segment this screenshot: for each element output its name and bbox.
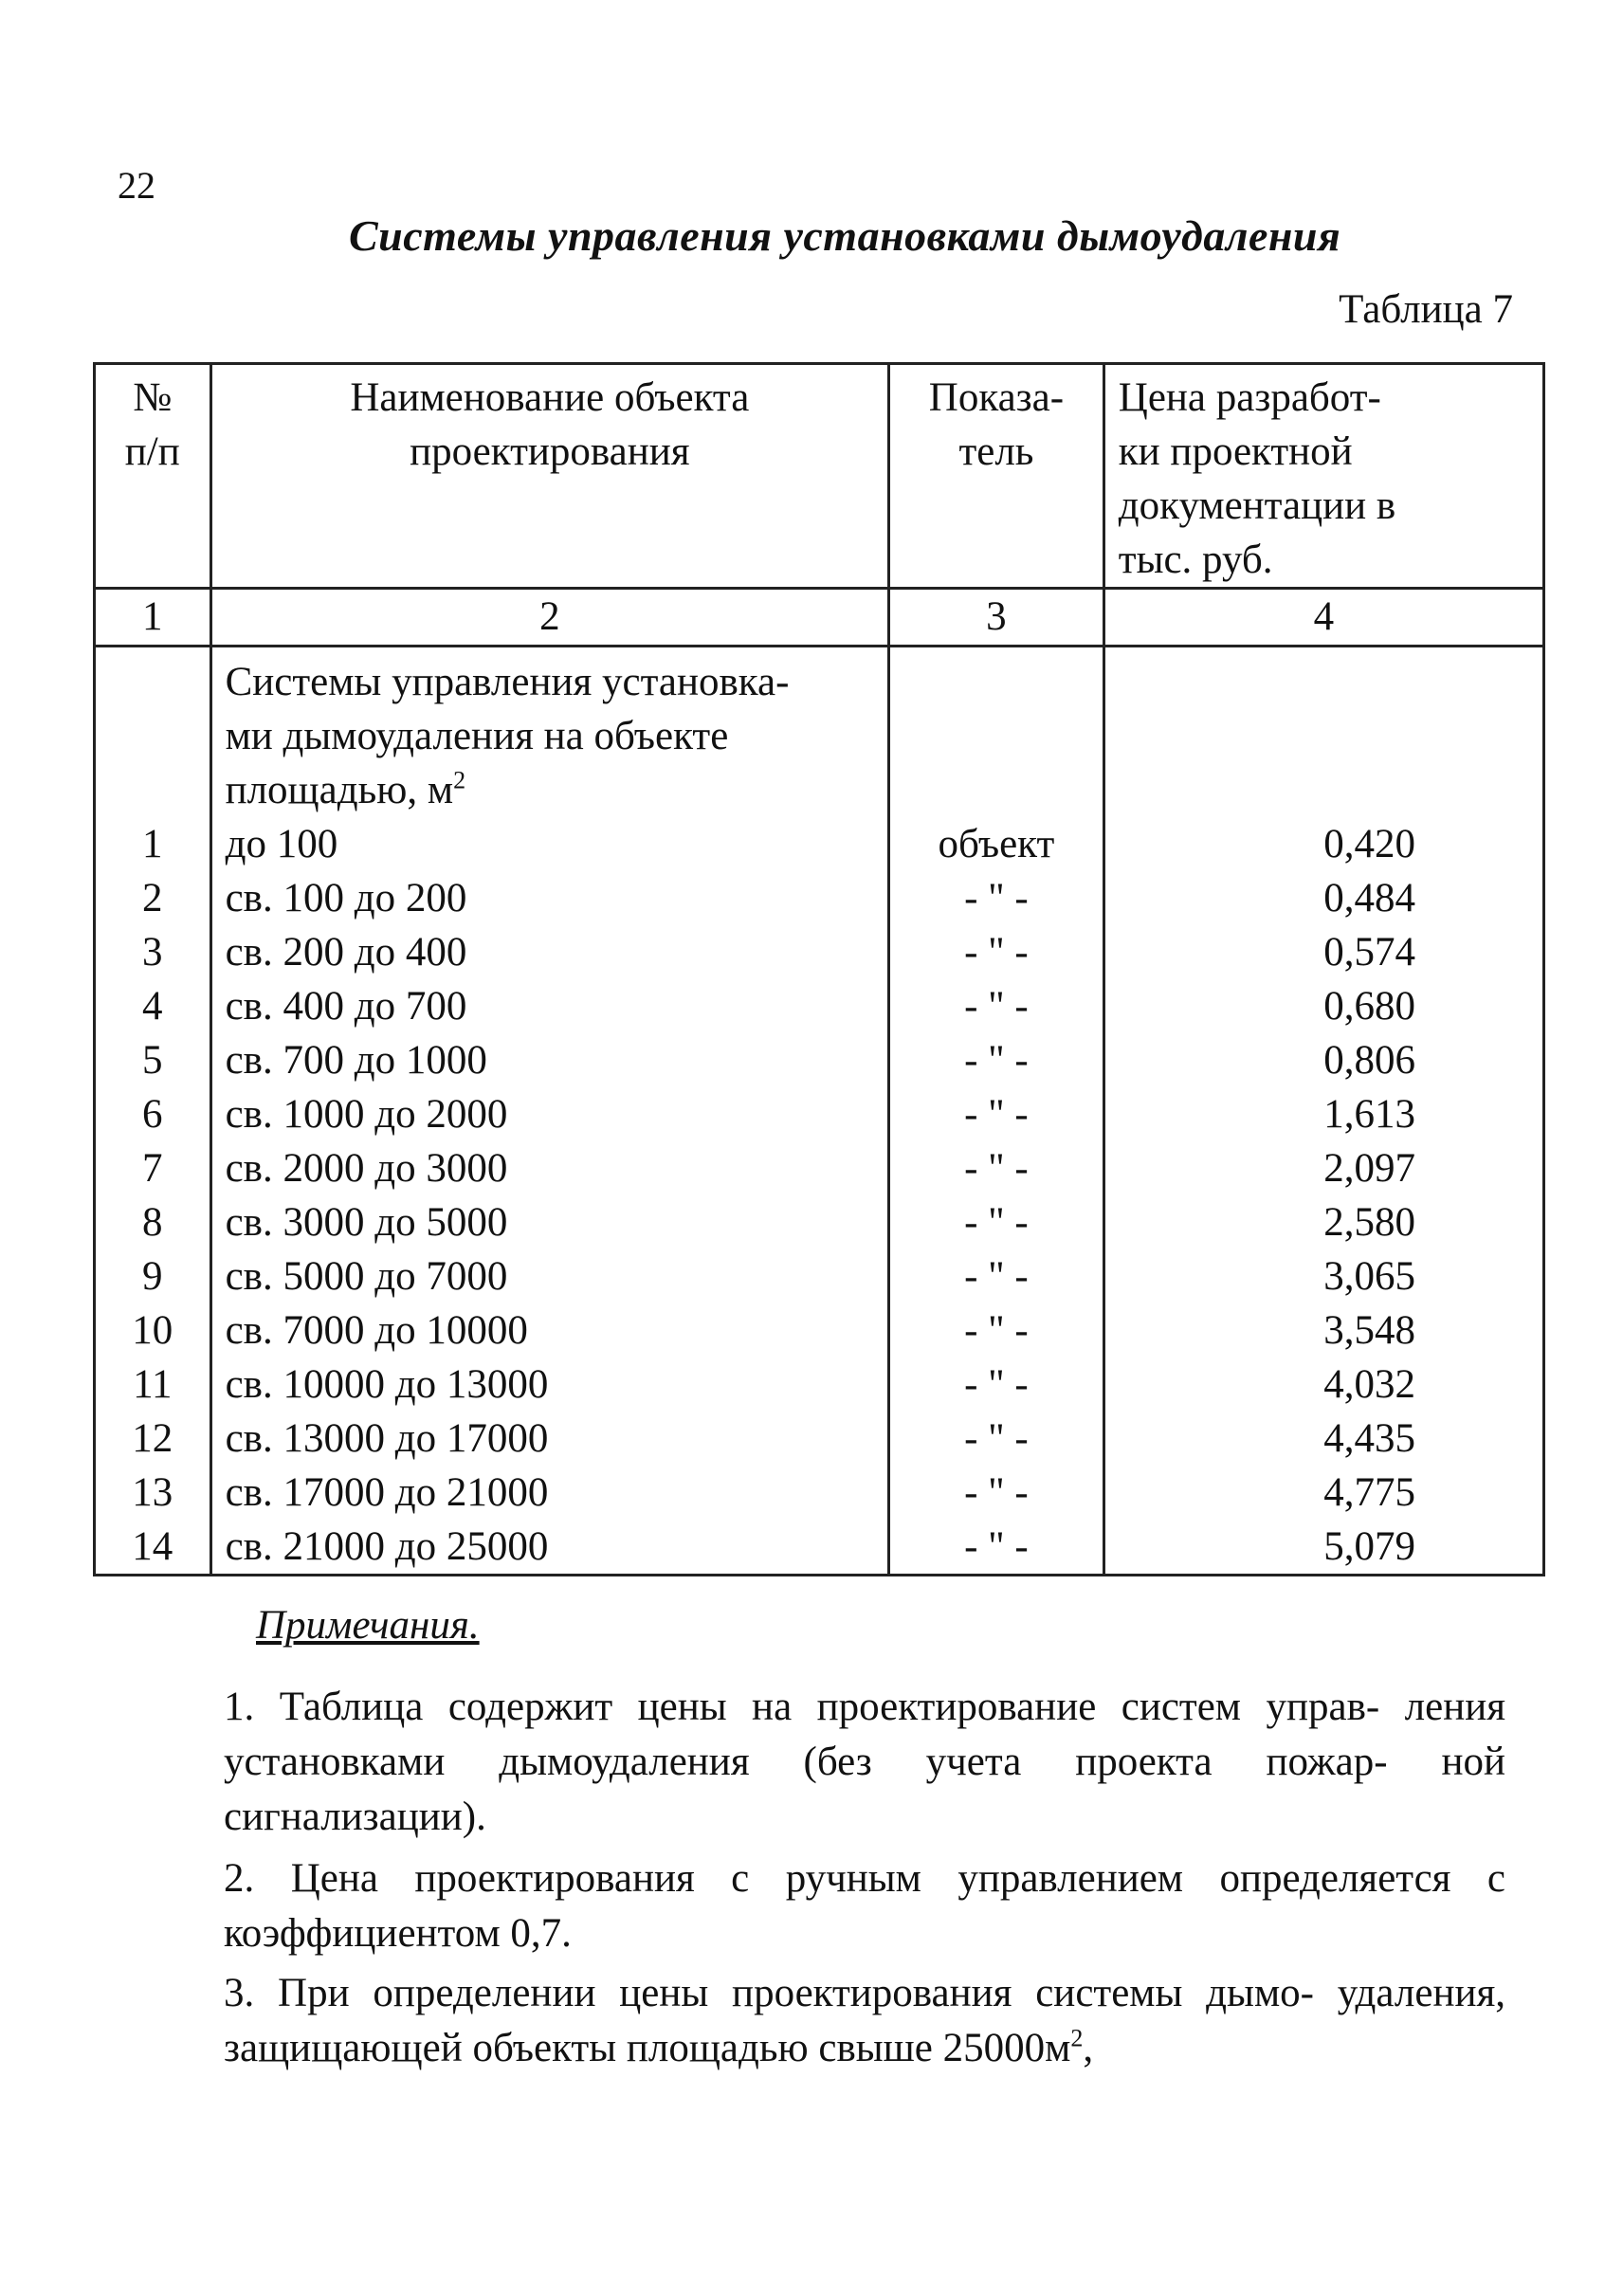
row-price: 4,775 [1103, 1466, 1543, 1520]
header-col1 [95, 364, 211, 589]
row-name: св. 200 до 400 [210, 925, 889, 979]
column-number-row [95, 589, 1544, 647]
row-name: св. 3000 до 5000 [210, 1195, 889, 1249]
row-number: 11 [95, 1358, 211, 1412]
section-heading-line: Системы управления установка- [225, 660, 790, 704]
row-name: св. 13000 до 17000 [210, 1412, 889, 1466]
column-number: 4 [1103, 589, 1543, 647]
row-name: до 100 [210, 817, 889, 871]
row-name: св. 7000 до 10000 [210, 1303, 889, 1358]
header-col4-line: ки проектной [1118, 429, 1353, 474]
header-col4 [1103, 364, 1543, 589]
section-heading-line: площадью, м [225, 768, 454, 812]
row-number: 13 [95, 1466, 211, 1520]
table-row [95, 1141, 1544, 1195]
row-unit: - " - [889, 1033, 1104, 1087]
row-price: 4,032 [1103, 1358, 1543, 1412]
row-price: 3,065 [1103, 1249, 1543, 1303]
header-col3 [889, 364, 1104, 589]
table-row [95, 871, 1544, 925]
row-unit: - " - [889, 1520, 1104, 1576]
table-row [95, 1358, 1544, 1412]
row-name: св. 400 до 700 [210, 979, 889, 1033]
header-col2-line: проектирования [410, 429, 690, 474]
row-unit: объект [889, 817, 1104, 871]
note-item: 1. Таблица содержит цены на проектирование систем управ- ления установками дымоудаления (без учета проекта пожар- ной сигнализации). [224, 1685, 1505, 1839]
row-number: 9 [95, 1249, 211, 1303]
row-number: 12 [95, 1412, 211, 1466]
section-heading [210, 647, 889, 818]
row-number: 4 [95, 979, 211, 1033]
row-number: 6 [95, 1087, 211, 1141]
row-name: св. 10000 до 13000 [210, 1358, 889, 1412]
row-name: св. 21000 до 25000 [210, 1520, 889, 1576]
row-unit: - " - [889, 1303, 1104, 1358]
section-heading-line: ми дымоудаления на объекте [225, 714, 729, 758]
column-number: 1 [95, 589, 211, 647]
row-unit: - " - [889, 979, 1104, 1033]
row-unit: - " - [889, 1466, 1104, 1520]
header-col2 [210, 364, 889, 589]
row-number: 5 [95, 1033, 211, 1087]
superscript: 2 [453, 766, 466, 794]
row-unit: - " - [889, 1195, 1104, 1249]
row-name: св. 2000 до 3000 [210, 1141, 889, 1195]
row-name: св. 700 до 1000 [210, 1033, 889, 1087]
row-number: 10 [95, 1303, 211, 1358]
row-unit: - " - [889, 1412, 1104, 1466]
row-price: 0,680 [1103, 979, 1543, 1033]
page-number: 22 [118, 164, 155, 207]
table-row [95, 1087, 1544, 1141]
section-heading-row [95, 647, 1544, 818]
table-row [95, 1195, 1544, 1249]
row-number: 7 [95, 1141, 211, 1195]
note-item [224, 1966, 1505, 2076]
row-unit: - " - [889, 1358, 1104, 1412]
row-price: 0,574 [1103, 925, 1543, 979]
header-col3-line: тель [958, 429, 1034, 474]
table-row [95, 1033, 1544, 1087]
row-number: 1 [95, 817, 211, 871]
table-row [95, 817, 1544, 871]
header-col3-line: Показа- [928, 375, 1065, 420]
header-col4-line: документации в [1118, 483, 1396, 528]
table-row [95, 1249, 1544, 1303]
row-price: 0,484 [1103, 871, 1543, 925]
header-col4-line: тыс. руб. [1118, 538, 1273, 582]
row-price: 1,613 [1103, 1087, 1543, 1141]
row-price: 2,097 [1103, 1141, 1543, 1195]
row-unit: - " - [889, 925, 1104, 979]
row-name: св. 5000 до 7000 [210, 1249, 889, 1303]
header-col4-line: Цена разработ- [1118, 375, 1381, 420]
row-number: 3 [95, 925, 211, 979]
row-unit: - " - [889, 1087, 1104, 1141]
column-number: 2 [210, 589, 889, 647]
note-item-text: 3. При определении цены проектирования системы дымо- удаления, защищающей объекты площадью свыше 25000м [224, 1971, 1505, 2070]
row-price: 3,548 [1103, 1303, 1543, 1358]
table-row [95, 1466, 1544, 1520]
notes-title: Примечания. [256, 1603, 480, 1648]
column-number: 3 [889, 589, 1104, 647]
row-unit: - " - [889, 1249, 1104, 1303]
superscript: 2 [1070, 2024, 1084, 2052]
header-col1-line: № [133, 375, 173, 420]
row-number: 14 [95, 1520, 211, 1576]
header-col2-line: Наименование объекта [350, 375, 750, 420]
note-item-tail: , [1083, 2026, 1094, 2070]
note-item: 2. Цена проектирования с ручным управлением определяется с коэффициентом 0,7. [224, 1856, 1505, 1956]
document-title: Системы управления установками дымоудаления [349, 211, 1341, 260]
row-name: св. 1000 до 2000 [210, 1087, 889, 1141]
table-label: Таблица 7 [1339, 287, 1513, 332]
row-price: 5,079 [1103, 1520, 1543, 1576]
row-unit: - " - [889, 871, 1104, 925]
row-number: 2 [95, 871, 211, 925]
row-price: 0,806 [1103, 1033, 1543, 1087]
row-unit: - " - [889, 1141, 1104, 1195]
row-name: св. 17000 до 21000 [210, 1466, 889, 1520]
row-price: 4,435 [1103, 1412, 1543, 1466]
price-table [93, 362, 1545, 1576]
table-row [95, 1412, 1544, 1466]
table-row [95, 1520, 1544, 1576]
row-price: 2,580 [1103, 1195, 1543, 1249]
row-name: св. 100 до 200 [210, 871, 889, 925]
table-row [95, 925, 1544, 979]
header-col1-line: п/п [124, 429, 180, 474]
table-row [95, 1303, 1544, 1358]
table-header-row [95, 364, 1544, 589]
row-price: 0,420 [1103, 817, 1543, 871]
table-row [95, 979, 1544, 1033]
row-number: 8 [95, 1195, 211, 1249]
